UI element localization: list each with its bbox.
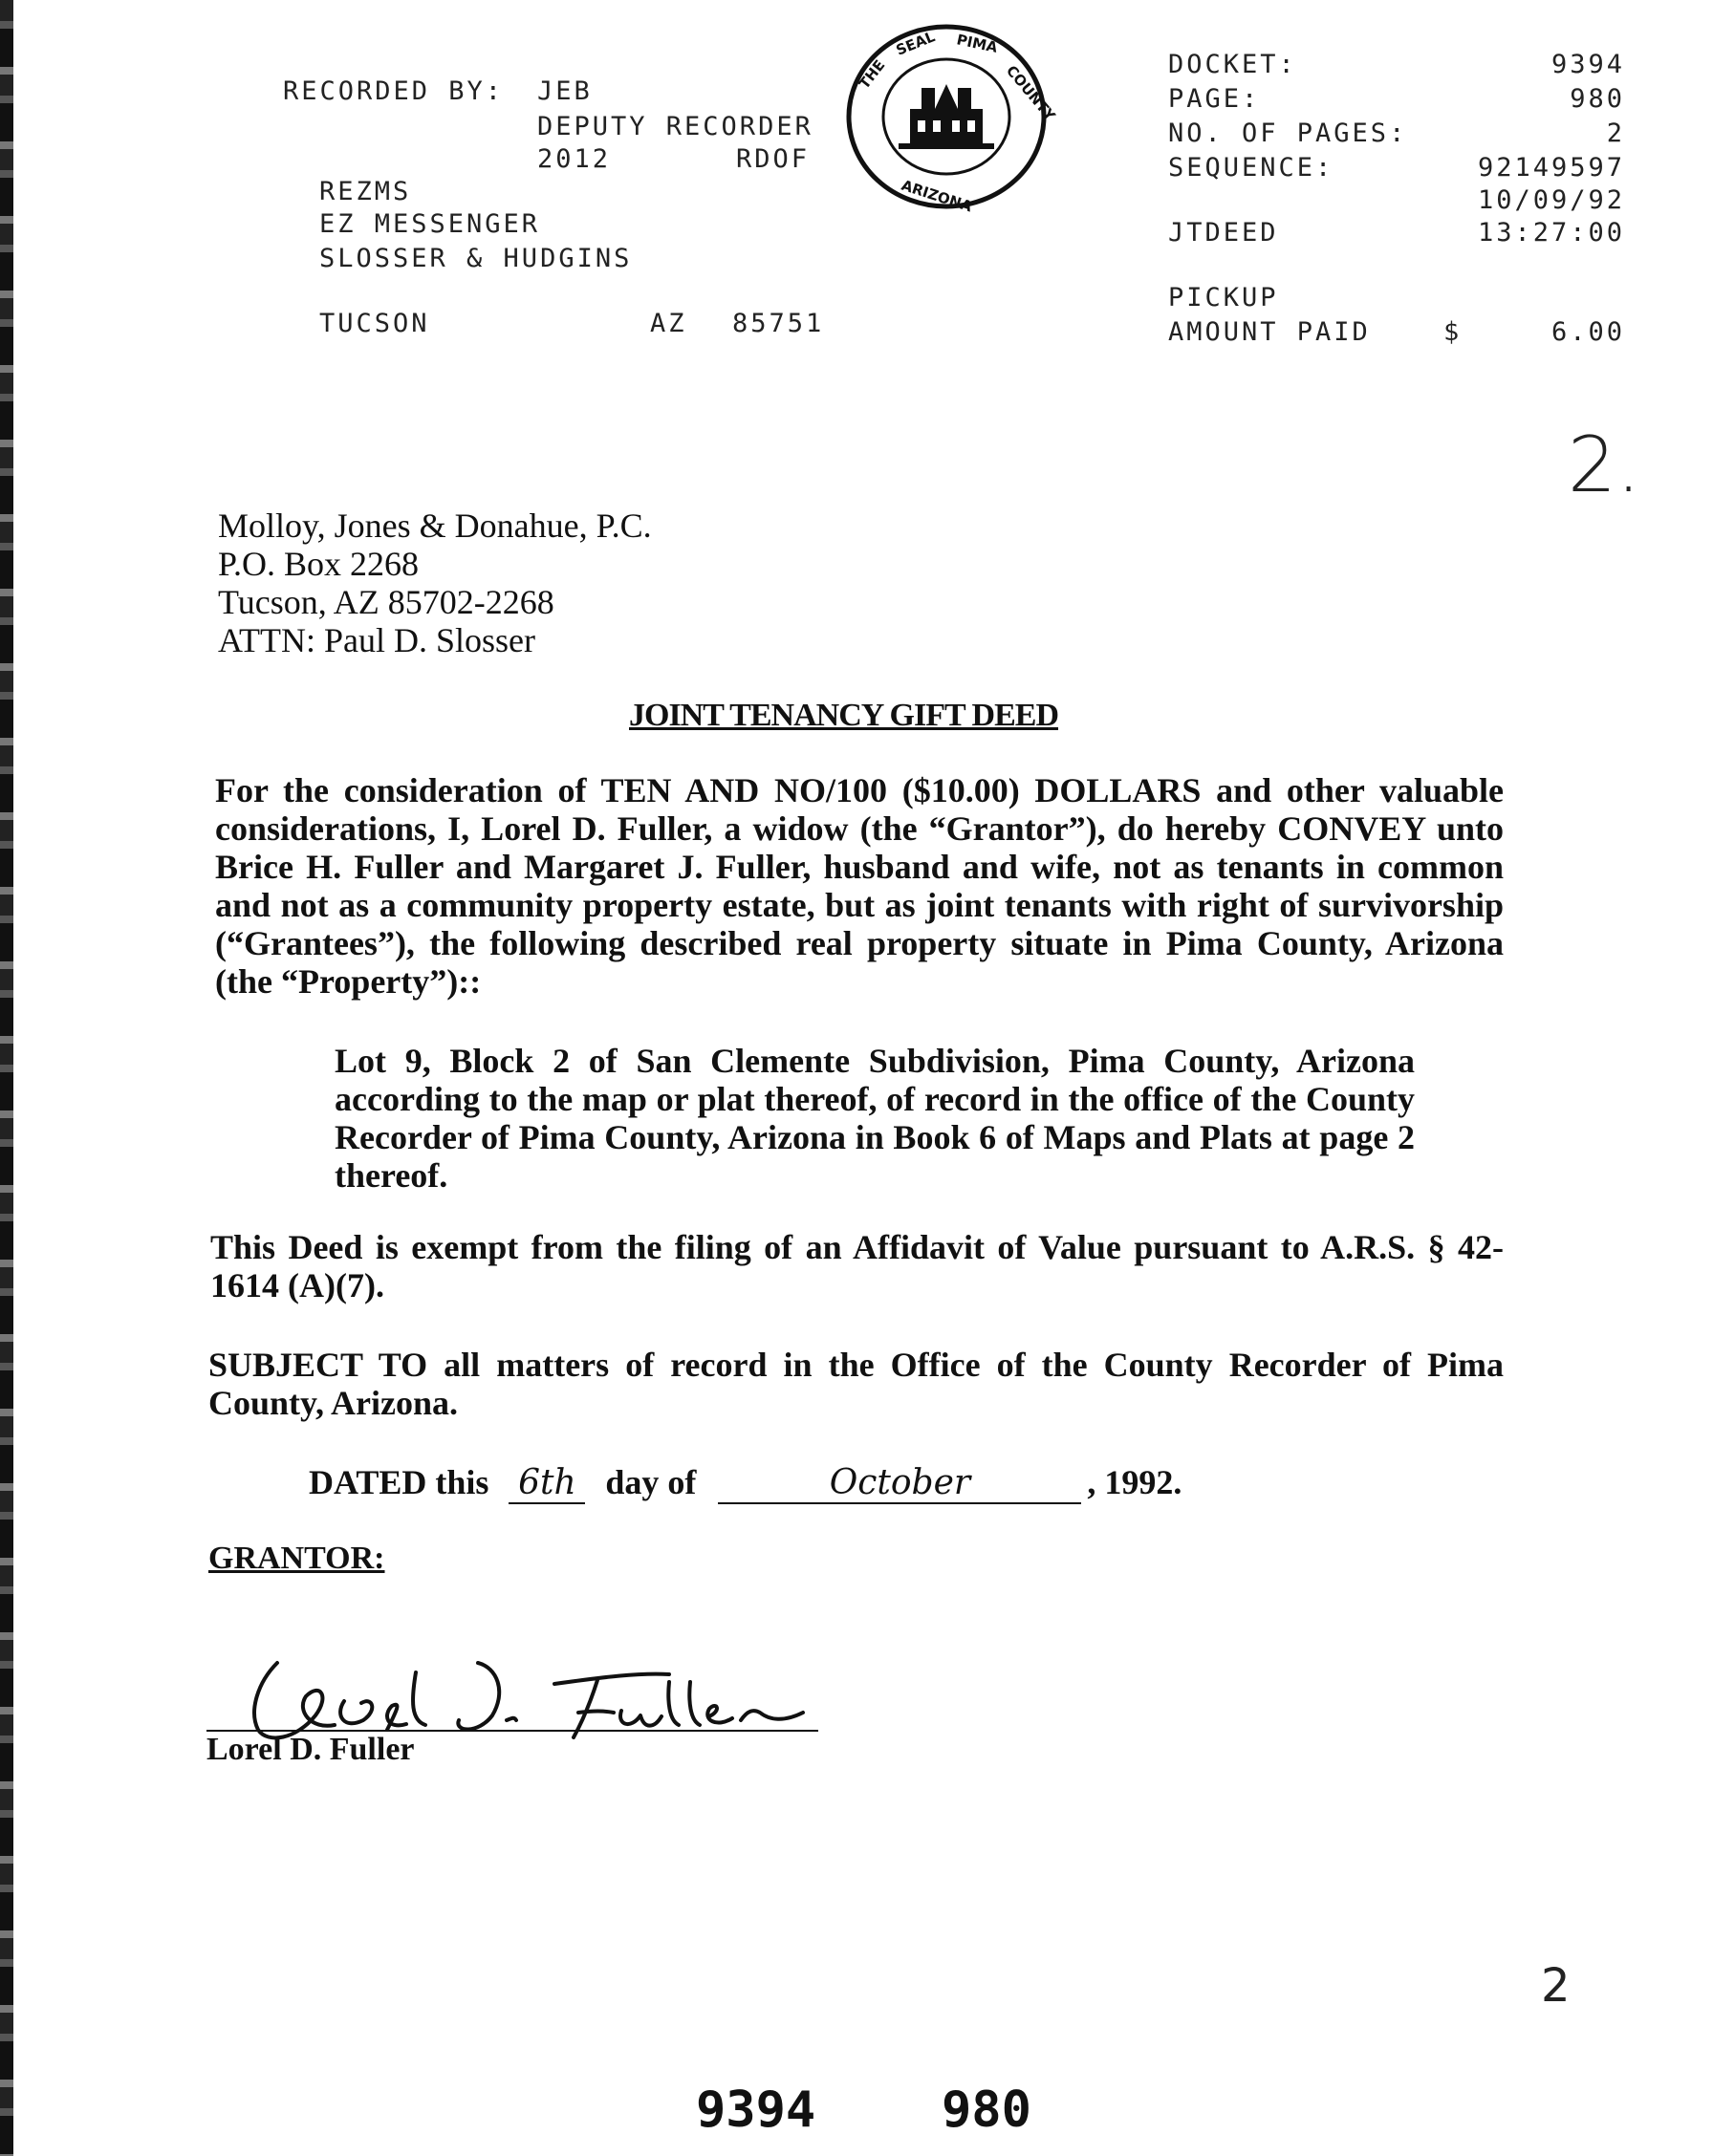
- filer-city: TUCSON: [319, 309, 430, 338]
- svg-text:ARIZONA: ARIZONA: [899, 176, 975, 216]
- svg-text:PIMA: PIMA: [955, 31, 1000, 56]
- address-line2: P.O. Box 2268: [218, 545, 420, 583]
- filer-state: AZ: [650, 309, 687, 338]
- filer-line1: EZ MESSENGER: [319, 209, 541, 239]
- conveyance-paragraph: For the consideration of TEN AND NO/100 ($10.00) DOLLARS and other valuable considerations, I, Lorel D. Fuller, a widow (the “Grantor”), do hereby CONVEY unto Brice H. Fuller and Margaret J. Fuller, husband and wife, not as tenants in common and not as a community property estate, but as joint tenants with right of survivorship (“Grantees”), the following described real property situate in Pima County, Arizona (the “Property”)::: [215, 771, 1504, 1001]
- office-type: RDOF: [736, 144, 811, 174]
- address-line3: Tucson, AZ 85702-2268: [218, 583, 554, 621]
- signature-text: Lorel D. Fuller: [220, 1625, 227, 1626]
- footer-page-number: 980: [942, 2081, 1031, 2139]
- document-title: JOINT TENANCY GIFT DEED: [629, 698, 1059, 733]
- recorded-by-value: JEB: [537, 76, 593, 106]
- dated-month: October: [718, 1463, 1081, 1504]
- exemption-paragraph: This Deed is exempt from the filing of an Affidavit of Value pursuant to A.R.S. § 42-1614 (A)(7).: [210, 1228, 1504, 1304]
- handwritten-page-number: 2.: [1568, 420, 1641, 509]
- svg-text:THE: THE: [855, 56, 889, 93]
- amount-paid-label: AMOUNT PAID: [1168, 317, 1371, 347]
- filer-line2: SLOSSER & HUDGINS: [319, 244, 633, 273]
- page-value: 980: [1570, 84, 1625, 114]
- address-attention: ATTN: Paul D. Slosser: [218, 621, 535, 659]
- docket-label: DOCKET:: [1168, 50, 1297, 79]
- county-seal-icon: [841, 21, 1059, 216]
- svg-text:COUNTY: COUNTY: [1002, 62, 1059, 124]
- amount-paid-value: 6.00: [1550, 317, 1625, 347]
- dated-line: [309, 1462, 1182, 1504]
- document-type-code: JTDEED: [1168, 218, 1279, 248]
- signer-name: Lorel D. Fuller: [206, 1732, 415, 1767]
- pickup-label: PICKUP: [1168, 283, 1279, 313]
- handwritten-bottom-mark: 2: [1541, 1959, 1571, 2013]
- currency-symbol: $: [1443, 317, 1463, 347]
- svg-text:SEAL: SEAL: [893, 28, 938, 59]
- record-date: 10/09/92: [1477, 185, 1625, 215]
- dated-year: , 1992.: [1087, 1463, 1182, 1501]
- subject-to-paragraph: SUBJECT TO all matters of record in the Office of the County Recorder of Pima County, Arizona.: [208, 1346, 1504, 1422]
- page-label: PAGE:: [1168, 84, 1261, 114]
- legal-description: Lot 9, Block 2 of San Clemente Subdivision, Pima County, Arizona according to the map or plat thereof, of record in the office of the County Recorder of Pima County, Arizona in Book 6 of Maps and Plats at page 2 thereof.: [335, 1042, 1415, 1195]
- deputy-recorder: DEPUTY RECORDER: [537, 112, 813, 141]
- filer-code: REZMS: [319, 177, 412, 206]
- dated-prefix: DATED this: [309, 1463, 489, 1501]
- dated-mid: day of: [605, 1463, 697, 1501]
- record-time: 13:27:00: [1477, 218, 1625, 248]
- sequence-label: SEQUENCE:: [1168, 153, 1334, 183]
- pages-value: 2: [1606, 119, 1625, 148]
- return-address: [218, 507, 652, 659]
- dated-day: 6th: [509, 1463, 585, 1504]
- footer-docket-number: 9394: [696, 2081, 816, 2139]
- sequence-value: 92149597: [1477, 153, 1625, 183]
- filer-zip: 85751: [732, 309, 825, 338]
- scan-edge: [0, 0, 13, 2156]
- grantor-heading: GRANTOR:: [208, 1541, 385, 1576]
- recorded-by-label: RECORDED BY:: [283, 76, 505, 106]
- office-code: 2012: [537, 144, 612, 174]
- address-line1: Molloy, Jones & Donahue, P.C.: [218, 507, 652, 545]
- pages-label: NO. OF PAGES:: [1168, 119, 1408, 148]
- docket-value: 9394: [1550, 50, 1625, 79]
